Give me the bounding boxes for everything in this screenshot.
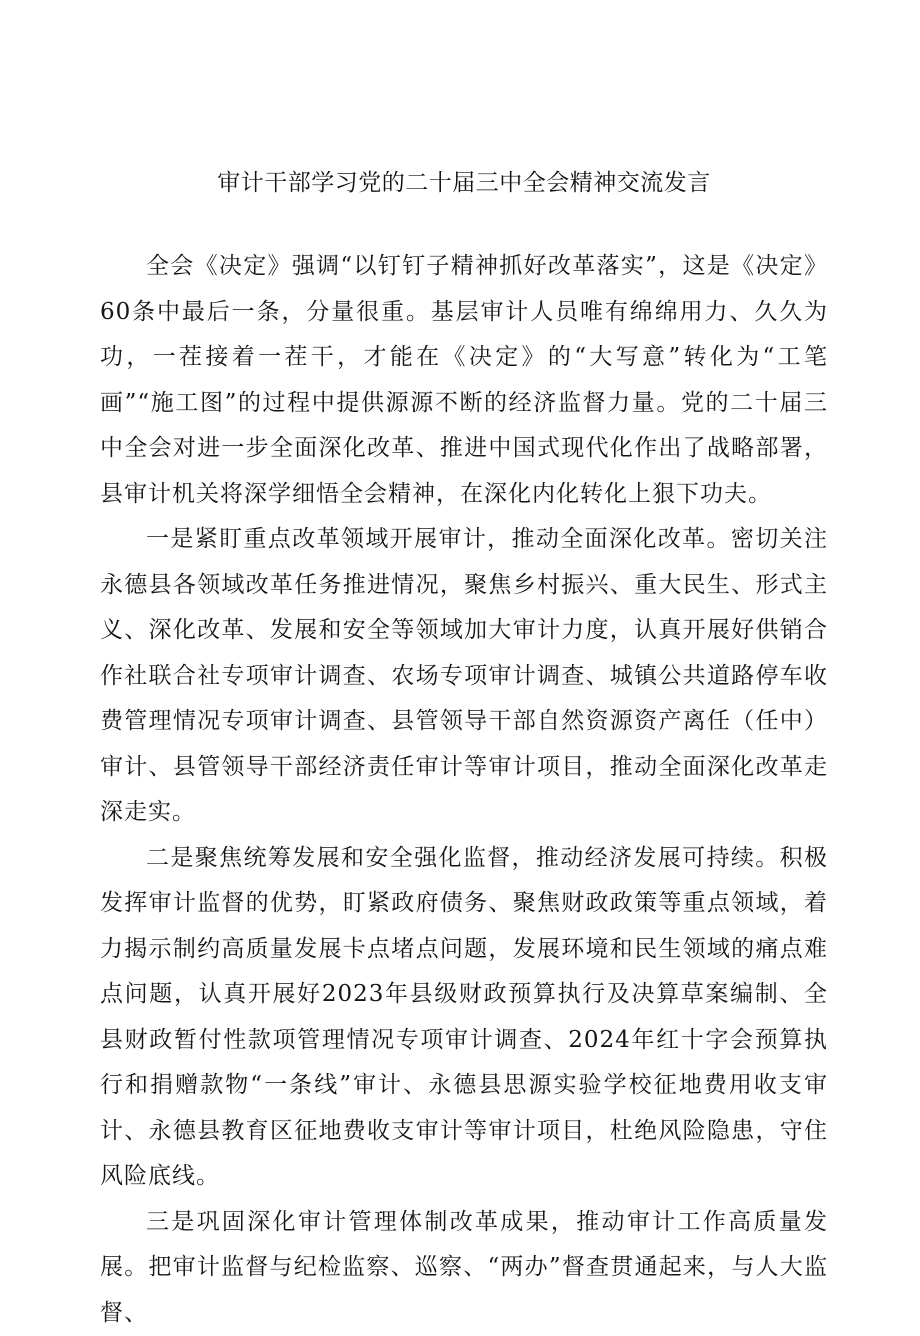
document-body xyxy=(100,244,828,1336)
paragraph-intro: 全会《决定》强调“以钉钉子精神抓好改革落实”，这是《决定》60条中最后一条，分量很重。基层审计人员唯有绵绵用力、久久为功，一茬接着一茬干，才能在《决定》的“大写意”转化为“工笔画”“施工图”的过程中提供源源不断的经济监督力量。党的二十届三中全会对进一步全面深化改革、推进中国式现代化作出了战略部署，县审计机关将深学细悟全会精神，在深化内化转化上狠下功夫。 xyxy=(100,244,828,517)
document-title: 审计干部学习党的二十届三中全会精神交流发言 xyxy=(100,168,828,198)
paragraph-point-three: 三是巩固深化审计管理体制改革成果，推动审计工作高质量发展。把审计监督与纪检监察、巡察、“两办”督查贯通起来，与人大监督、 xyxy=(100,1200,828,1336)
paragraph-point-two: 二是聚焦统筹发展和安全强化监督，推动经济发展可持续。积极发挥审计监督的优势，盯紧政府债务、聚焦财政政策等重点领域，着力揭示制约高质量发展卡点堵点问题，发展环境和民生领域的痛点难点问题，认真开展好2023年县级财政预算执行及决算草案编制、全县财政暂付性款项管理情况专项审计调查、2024年红十字会预算执行和捐赠款物“一条线”审计、永德县思源实验学校征地费用收支审计、永德县教育区征地费收支审计等审计项目，杜绝风险隐患，守住风险底线。 xyxy=(100,836,828,1200)
paragraph-point-one: 一是紧盯重点改革领域开展审计，推动全面深化改革。密切关注永德县各领域改革任务推进情况，聚焦乡村振兴、重大民生、形式主义、深化改革、发展和安全等领域加大审计力度，认真开展好供销合作社联合社专项审计调查、农场专项审计调查、城镇公共道路停车收费管理情况专项审计调查、县管领导干部自然资源资产离任（任中）审计、县管领导干部经济责任审计等审计项目，推动全面深化改革走深走实。 xyxy=(100,517,828,836)
